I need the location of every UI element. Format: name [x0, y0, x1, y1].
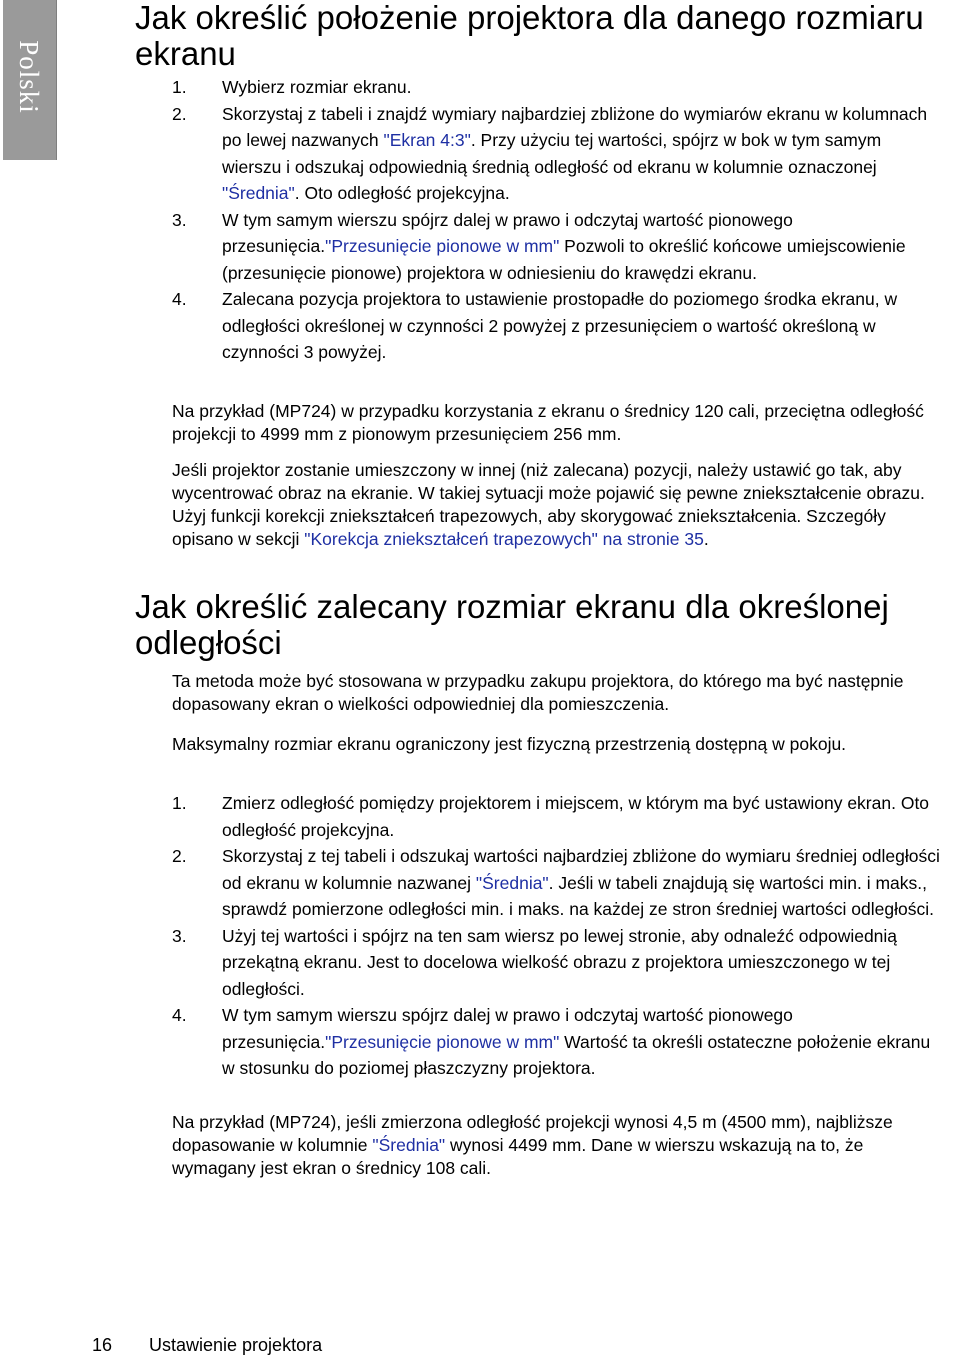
list-item: [172, 843, 942, 923]
list-item-number: 1.: [172, 77, 187, 97]
list-item-number: 1.: [172, 793, 187, 813]
section2-example: [172, 1111, 942, 1180]
text-run: Wybierz rozmiar ekranu.: [222, 77, 412, 97]
side-tab-label: Polski: [14, 40, 44, 114]
text-run: Wartość ta określi ostateczne położenie ekranu w stosunku do poziomej płaszczyzny projektora.: [222, 1031, 931, 1078]
cross-reference-link[interactable]: "Średnia": [372, 1135, 446, 1155]
text-run: Zalecana pozycja projektora to ustawienie prostopadłe do poziomego środka ekranu, w odległości określonej w czynności 2 powyżej z przesunięciem o wartość określoną w czynności 3 powyżej.: [222, 289, 898, 362]
list-item: [172, 74, 942, 101]
section2-intro1: Ta metoda może być stosowana w przypadku zakupu projektora, do którego ma być następnie dopasowany ekran o wielkości odpowiedniej dla pomieszczenia.: [172, 671, 904, 714]
text-run: Skorzystaj z tabeli i znajdź wymiary najbardziej zbliżone do wymiarów ekranu w kolumnach po lewej nazwanych: [222, 103, 928, 150]
list-item-number: 3.: [172, 925, 187, 946]
text-run: Skorzystaj z tej tabeli i odszukaj wartości najbardziej zbliżone do wymiaru średniej odległości od ekranu w kolumnie nazwanej: [222, 846, 940, 893]
section1-title: Jak określić położenie projektora dla danego rozmiaru ekranu: [135, 0, 924, 72]
list-item-number: 4.: [172, 289, 187, 309]
list-item: [172, 286, 942, 366]
text-run: wynosi 4499 mm. Dane w wierszu wskazują na to, że wymagany jest ekran o średnicy 108 cali.: [172, 1135, 864, 1178]
list-item: [172, 1002, 942, 1082]
section2-steps: [172, 790, 942, 1082]
list-item: [172, 923, 942, 1003]
cross-reference-link[interactable]: "Ekran 4:3": [383, 130, 471, 150]
text-run: . Przy użyciu tej wartości, spójrz w bok w tym samym wierszu i odszukaj odpowiednią średnią odległość od ekranu w kolumnie oznaczonej: [222, 130, 882, 177]
cross-reference-link[interactable]: "Średnia": [475, 872, 549, 893]
list-item: [172, 790, 942, 843]
text-run: . Jeśli w tabeli znajdują się wartości min. i maks., sprawdź pomierzone odległości min. i maks. na każdej ze stron średniej wartości odległości.: [222, 872, 934, 919]
page-footer: [92, 1333, 322, 1357]
section1-note: [172, 459, 942, 551]
text-run: Użyj tej wartości i spójrz na ten sam wiersz po lewej stronie, aby odnaleźć odpowiednią przekątną ekranu. Jest to docelowa wielkość obrazu z projektora umieszczonego w tej odległości.: [222, 925, 898, 999]
section2-title: Jak określić zalecany rozmiar ekranu dla określonej odległości: [135, 588, 889, 661]
section1-steps: [172, 74, 942, 366]
cross-reference-link[interactable]: "Korekcja zniekształceń trapezowych" na stronie 35: [304, 529, 704, 549]
list-item-number: 2.: [172, 846, 187, 866]
text-run: Jeśli projektor zostanie umieszczony w innej (niż zalecana) pozycji, należy ustawić go tak, aby wycentrować obraz na ekranie. W takiej sytuacji może pojawić się pewne zniekształcenie obrazu. Użyj funkcji korekcji zniekształceń trapezowych, aby skorygować zniekształcenia. Szczegóły opisano w sekcji: [172, 460, 925, 549]
text-run: Pozwoli to określić końcowe umiejscowienie (przesunięcie pionowe) projektora w odniesieniu do krawędzi ekranu.: [222, 236, 906, 283]
list-item-number: 4.: [172, 1005, 187, 1025]
cross-reference-link[interactable]: "Przesunięcie pionowe w mm": [325, 236, 560, 256]
text-run: W tym samym wierszu spójrz dalej w prawo i odczytaj wartość pionowego przesunięcia.: [222, 209, 793, 256]
section2-intro2: Maksymalny rozmiar ekranu ograniczony jest fizyczną przestrzenią dostępną w pokoju.: [172, 734, 847, 754]
cross-reference-link[interactable]: "Przesunięcie pionowe w mm": [325, 1031, 560, 1052]
section1-example: Na przykład (MP724) w przypadku korzystania z ekranu o średnicy 120 cali, przeciętna odległość projekcji to 4999 mm z pionowym przesunięciem 256 mm.: [172, 401, 924, 444]
list-item: [172, 207, 942, 287]
text-run: . Oto odległość projekcyjna.: [294, 183, 510, 203]
page-number: 16: [92, 1335, 113, 1355]
language-side-tab: [3, 0, 57, 160]
list-item-number: 2.: [172, 103, 187, 124]
text-run: .: [703, 529, 709, 549]
footer-section-title: Ustawienie projektora: [149, 1335, 323, 1355]
text-run: Zmierz odległość pomiędzy projektorem i miejscem, w którym ma być ustawiony ekran. Oto odległość projekcyjna.: [222, 793, 930, 840]
list-item-number: 3.: [172, 209, 187, 230]
cross-reference-link[interactable]: "Średnia": [222, 183, 295, 203]
text-run: Na przykład (MP724), jeśli zmierzona odległość projekcji wynosi 4,5 m (4500 mm), najbliższe dopasowanie w kolumnie: [172, 1112, 893, 1155]
text-run: W tym samym wierszu spójrz dalej w prawo i odczytaj wartość pionowego przesunięcia.: [222, 1005, 793, 1052]
list-item: [172, 101, 942, 207]
